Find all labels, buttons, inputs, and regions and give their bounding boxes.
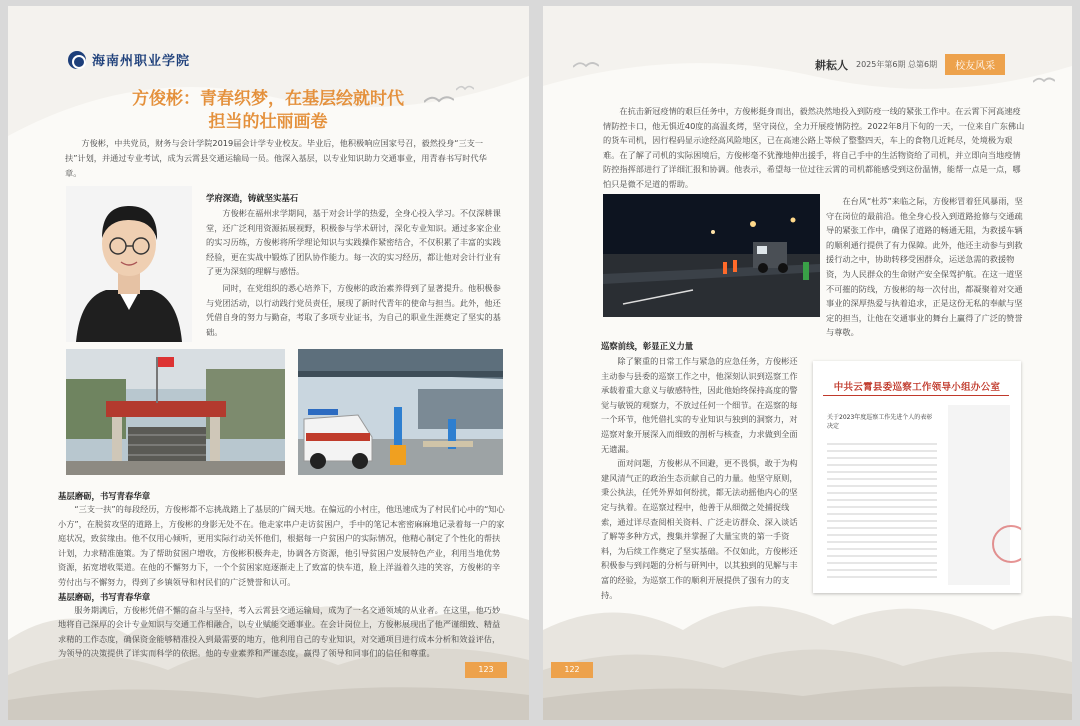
bird-icon xyxy=(1033,76,1055,85)
magazine-header xyxy=(815,54,1005,75)
magazine-issue: 2025年第6期 总第6期 xyxy=(856,60,938,69)
section-epidemic xyxy=(603,104,1027,192)
school-logo xyxy=(68,50,190,69)
certificate-subtitle: 关于2023年度巡察工作先进个人的表彰决定 xyxy=(827,414,933,430)
certificate-divider xyxy=(823,395,1009,396)
school-logo-text: 海南州职业学院 xyxy=(92,54,191,69)
section-patrol-paragraph-2: 面对问题，方俊彬从不回避，更不畏惧，敢于为构建风清气正的政治生态贡献自己的力量。他坚守原则，秉公执法，任凭外界如何纷扰，都无法动摇他内心的坚定与执着。在巡察过程中，他善于从细微之处捕捉线索，通过详尽查阅相关资料、广泛走访群众、深入谈话了解等多种方式，搜集并掌握了大量宝贵的第一手资料，为后续工作奠定了坚实基础。不仅如此，方俊彬还积极参与到问题的分析与研判中，以其独到的见解与丰富的经验，为巡察工作的顺利开展提供了强有力的支持。 xyxy=(601,458,798,600)
section-patrol-heading: 巡察前线，彰显正义力量 xyxy=(601,341,694,351)
section-patrol xyxy=(601,340,805,602)
checkpoint-photo xyxy=(298,349,503,475)
section-career-heading: 基层磨砺，书写青春华章 xyxy=(58,591,151,602)
section-study-heading: 学府深造，铸就坚实基石 xyxy=(206,193,299,203)
section-grassroots-heading: 基层磨砺，书写青春华章 xyxy=(58,491,151,501)
section-study xyxy=(206,192,502,339)
village-gate-photo xyxy=(66,349,285,475)
section-career-paragraph: 服务期满后，方俊彬凭借不懈的奋斗与坚持，考入云霄县交通运输局，成为了一名交通领域的从业者。在这里，他巧妙地将自己深厚的会计专业知识与交通工作相融合，以专业赋能交通事业。在会计岗位上，方俊彬展现出了他严谨细致、精益求精的工作态度，确保资金能够精准投入到最需要的地方，他利用自己的专业知识，对交通项目进行成本分析和效益评估，为领导的决策提供了详实而科学的依据。他的专业素养和严谨态度，赢得了领导和同事们的信任和尊重。 xyxy=(58,604,501,659)
article-title xyxy=(78,88,458,134)
certificate-photo xyxy=(813,361,1021,593)
section-study-paragraph-2: 同时，在党组织的悉心培养下，方俊彬的政治素养得到了显著提升。他积极参与党团活动，以行动践行党员责任，展现了新时代青年的使命与担当。此外，他还凭借自身的努力与勤奋，考取了多项专业证书，为自己的职业生涯奠定了坚实的基础。 xyxy=(206,282,501,337)
section-patrol-paragraph-1: 除了繁重的日常工作与紧急的应急任务，方俊彬还主动参与县委的巡察工作之中，他深刻认识到巡察工作承载着重大意义与敏感特性，因此他始终保持高度的警觉与敏锐的观察力，不放过任何一个细节。在巡察的每一个环节，他凭借扎实的专业知识与独到的洞察力，对巡察对象开展深入而细致的剖析与核查，力求做到全面无遗漏。 xyxy=(601,356,798,454)
portrait-photo xyxy=(66,186,192,342)
school-emblem-icon xyxy=(68,51,86,69)
column-tab: 校友风采 xyxy=(945,54,1005,75)
magazine-brand: 耕耘人 xyxy=(815,58,848,72)
bird-icon xyxy=(456,84,474,92)
article-title-line2: 担当的壮丽画卷 xyxy=(208,112,328,132)
red-stamp-icon xyxy=(992,525,1021,563)
certificate-title: 中共云霄县委巡察工作领导小组办公室 xyxy=(833,382,1001,393)
right-page xyxy=(543,6,1072,720)
section-study-paragraph-1: 方俊彬在福州求学期间，基于对会计学的热爱，全身心投入学习。不仅深耕课堂，还广泛利用资源拓展视野，积极参与学术研讨，深化专业知识。通过多家企业的实习历练，方俊彬将所学理论知识与实践操作紧密结合，不仅积累了丰富的实践经验，更在实战中锻炼了团队协作能力。每一次的实习经历，都让他对会计行业有了更为深刻的理解与感悟。 xyxy=(206,208,501,277)
section-epidemic-paragraph: 在抗击新冠疫情的艰巨任务中，方俊彬挺身而出，毅然决然地投入到防疫一线的紧张工作中。在云霄下河高速疫情防控卡口，他无惧近40度的高温炙烤，坚守岗位，全力开展疫情防控。2022年8月下旬的一天，一位来自广东佛山的货车司机，因行程码显示途经高风险地区，已在高速公路上等候了整整四天，车上的食物几近耗尽，处境极为艰难。在了解了司机的实际困境后，方俊彬毫不犹豫地伸出援手，将自己手中的生活物资给了司机，并立即向当地疫情防控指挥部进行了详细汇报和协调。他表示，希望每一位过往云霄的司机都能感受到这份温情，能帮一点是一点，哪怕只是微不足道的帮助。 xyxy=(603,106,1025,189)
page-number-left: 123 xyxy=(465,662,507,678)
intro-paragraph: 方俊彬，中共党员，财务与会计学院2019届会计学专业校友。毕业后，他积极响应国家号召，毅然投身“三支一扶”计划，并通过专业考试，成为云霄县交通运输局一员。他深入基层，以专业知识助力交通事业，用青春书写时代华章。 xyxy=(65,138,487,178)
section-grassroots-paragraph: “三支一扶”的每段经历，方俊彬都不忘挑战踏上了基层的广阔天地。在偏远的小村庄，他迅速成为了村民们心中的“知心小方”，在脱贫攻坚的道路上，方俊彬的身影无处不在。他走家串户走访贫困户，手中的笔记本密密麻麻地记录着每一户的家庭状况，致贫缘由。他不仅用心倾听，更用实际行动关怀他们，根据每一户贫困户的实际情况，他精心制定了个性化的帮扶计划，力求精准施策。为了帮助贫困户增收，方俊彬积极奔走，协调各方资源，他引导贫困户发展特色产业，利用当地优势资源，拓宽增收渠道。在他的不懈努力下，一个个贫困家庭逐渐走上了致富的快车道，脸上洋溢着久违的笑容，方俊彬的辛劳付出与不懈努力，得到了乡镇领导和村民们的广泛赞誉和认可。 xyxy=(58,504,505,587)
section-typhoon xyxy=(826,194,1028,340)
section-grassroots xyxy=(58,489,506,661)
bird-icon xyxy=(573,60,599,70)
certificate-text-lines xyxy=(827,443,937,583)
article-title-line1: 方俊彬：青春织梦，在基层绘就时代 xyxy=(132,89,404,109)
left-page xyxy=(8,6,529,720)
night-road-photo xyxy=(603,194,820,317)
certificate-attachment xyxy=(948,405,1010,585)
section-typhoon-paragraph: 在台风“杜苏”来临之际，方俊彬冒着狂风暴雨，坚守在岗位的最前沿。他全身心投入到道路抢修与交通疏导的紧张工作中，确保了道路的畅通无阻，为救援车辆的顺利通行提供了有力保障。此外，他还主动参与到救援行动之中，协助转移受困群众，运送急需的救援物资，为人民群众的生命财产安全保驾护航。在这一道坚不可摧的防线，方俊彬的每一次付出，都凝聚着对交通事业的深厚热爱与执着追求，正是这份无私的奉献与坚定的担当，让他在交通事业的舞台上赢得了广泛的赞誉与尊敬。 xyxy=(826,196,1023,338)
page-number-right: 122 xyxy=(551,662,593,678)
